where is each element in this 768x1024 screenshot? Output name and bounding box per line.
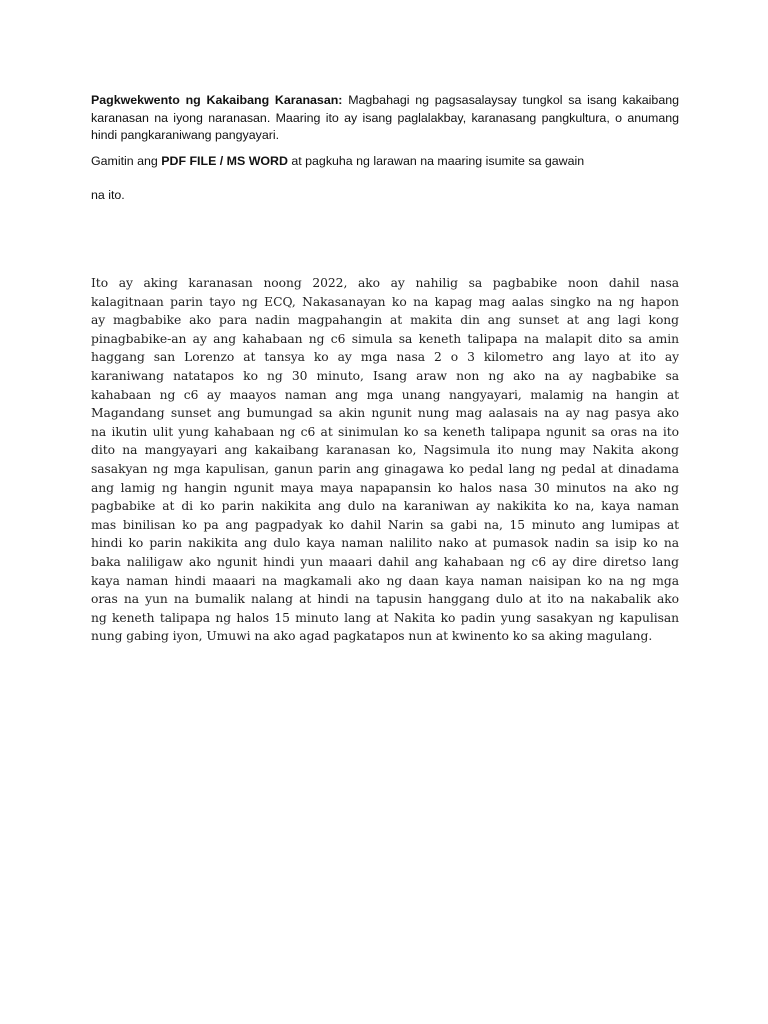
submission-instruction-continued: na ito. (91, 188, 125, 202)
essay-line: pinagbabike-an ay ang kahabaan ng c6 simula sa keneth talipapa na malapit dito sa amin (91, 331, 679, 346)
essay-line: Magandang sunset ang bumungad sa akin ngunit nung mag aalasais na ay nag pasya ako (91, 406, 679, 421)
essay-line: kaya naman hindi maaari na magkamali ako ng daan kaya naman naisipan ko na ng mga (91, 573, 679, 588)
essay-line: oras na yun na bumalik nalang at hindi na tapusin hanggang dulo at ito na nakabalik ako (91, 592, 679, 607)
essay-body (91, 274, 679, 646)
task-title: Pagkwekwento ng Kakaibang Karanasan: (91, 93, 343, 107)
task-description (91, 92, 679, 145)
essay-line: ay magbabike ako para nadin magpahangin at makita din ang sunset at ang lagi kong (91, 313, 679, 328)
essay-line: baka naliligaw ako ngunit hindi yun maaari dahil ang kahabaan ng c6 ay dire diretso lang (91, 554, 679, 569)
essay-line: ng keneth talipapa ng halos 15 minuto lang at Nakita ko padin yung sasakyan ng kapulisan (91, 610, 679, 625)
essay-line: karaniwang natatapos ko ng 30 minuto, Isang araw non ng ako na ay nagbabike sa (91, 368, 679, 383)
essay-line: na ikutin ulit yung kahabaan ng c6 at sinimulan ko sa keneth talipapa ngunit sa oras na ito (91, 424, 679, 439)
essay-line: sasakyan ng mga kapulisan, ganun parin ang ginagawa ko pedal lang ng pedal at dinadama (91, 461, 679, 476)
essay-line: nung gabing iyon, Umuwi na ako agad pagkatapos nun at kwinento ko sa aking magulang. (91, 629, 653, 644)
assignment-instructions (91, 92, 679, 205)
submit-suffix: at pagkuha ng larawan na maaring isumite sa gawain (291, 153, 585, 168)
essay-line: kahabaan ng c6 ay maayos naman ang mga unang nangyayari, malamig na hangin at (91, 387, 679, 402)
essay-line: ang lamig ng hangin ngunit maya maya napapansin ko halos nasa 30 minutos na ako ng (91, 480, 679, 495)
essay-line: haggang san Lorenzo at tansya ko ay mga nasa 2 o 3 kilometro ang layo at ito ay (91, 350, 679, 365)
essay-line: mas binilisan ko pa ang pagpadyak ko dahil Narin sa gabi na, 15 minuto ang lumipas at (91, 517, 679, 532)
submission-instruction (91, 153, 679, 171)
task-body: Magbahagi ng pagsasalaysay tungkol sa isang kakaibang karanasan na iyong naranasan. Maaring ito ay isang paglalakbay, karanasang pangkultura, o anumang hindi pangkaraniwang pangyayari. (91, 93, 679, 142)
essay-line: Ito ay aking karanasan noong 2022, ako ay nahilig sa pagbabike noon dahil nasa (91, 276, 679, 290)
essay-line: dito na mangyayari ang kakaibang karanasan ko, Nagsimula ito nung may Nakita akong (91, 443, 679, 458)
submit-prefix: Gamitin ang (91, 153, 158, 168)
essay-line: kalagitnaan parin tayo ng ECQ, Nakasanayan ko na kapag mag aalas singko na ng hapon (91, 294, 679, 309)
essay-line: hindi ko parin nakikita ang dulo kaya naman nalilito nako at pumasok nadin sa isip ko na (91, 536, 679, 551)
essay-line: pagbabike at di ko parin nakikita ang dulo na karaniwan ay nakikita ko na, kaya naman (91, 499, 679, 514)
submit-format: PDF FILE / MS WORD (161, 153, 288, 168)
